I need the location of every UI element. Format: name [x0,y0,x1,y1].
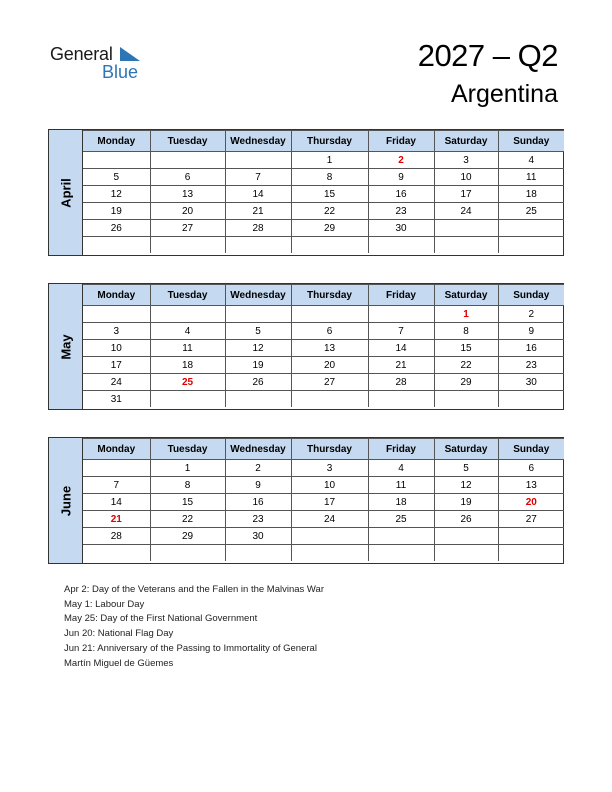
week-row [83,528,564,545]
country-name: Argentina [450,80,558,108]
day-cell: 25 [368,511,434,528]
day-cell [434,528,498,545]
day-cell: 26 [83,220,150,237]
day-cell: 5 [83,169,150,186]
week-row [83,391,564,408]
day-cell [368,391,434,408]
logo-word-blue: Blue [102,62,139,82]
day-cell: 24 [291,511,368,528]
day-cell: 5 [225,323,291,340]
day-cell: 21 [368,357,434,374]
day-cell [368,306,434,323]
day-cell: 20 [291,357,368,374]
month-grid [83,438,564,561]
weekday-header: Sunday [498,131,564,152]
week-row [83,494,564,511]
weekday-header-row [83,131,564,152]
day-cell [368,545,434,562]
day-cell: 16 [225,494,291,511]
weekday-header: Saturday [434,439,498,460]
week-row [83,545,564,562]
month-name: May [58,333,73,360]
day-cell: 15 [150,494,225,511]
day-cell [498,528,564,545]
day-cell [434,391,498,408]
day-cell [83,460,150,477]
day-cell [434,545,498,562]
holiday-note: May 25: Day of the First National Government [64,613,258,625]
weekday-header: Friday [368,285,434,306]
weekday-header: Sunday [498,285,564,306]
day-cell: 13 [150,186,225,203]
day-cell [83,237,150,254]
holiday-notes [64,583,324,671]
day-cell [498,237,564,254]
week-row [83,186,564,203]
day-cell [150,306,225,323]
weekday-header: Tuesday [150,439,225,460]
day-cell: 8 [291,169,368,186]
day-cell [291,237,368,254]
week-row [83,511,564,528]
day-cell: 28 [225,220,291,237]
day-cell [83,545,150,562]
month-label-panel [49,284,83,409]
day-cell: 19 [434,494,498,511]
month-name: April [58,177,73,208]
day-cell: 12 [225,340,291,357]
day-cell: 4 [150,323,225,340]
day-cell: 27 [150,220,225,237]
day-cell: 18 [498,186,564,203]
day-cell: 4 [368,460,434,477]
logo-triangle-icon [120,47,140,63]
day-cell: 8 [434,323,498,340]
weekday-header: Wednesday [225,285,291,306]
day-cell: 25 [150,374,225,391]
week-row [83,169,564,186]
day-cell [83,306,150,323]
day-cell [498,391,564,408]
day-cell: 13 [498,477,564,494]
day-cell: 30 [225,528,291,545]
weekday-header: Wednesday [225,131,291,152]
day-cell: 12 [434,477,498,494]
day-cell: 29 [291,220,368,237]
day-cell: 22 [150,511,225,528]
month-calendar-may [48,283,564,410]
day-cell: 14 [83,494,150,511]
week-row [83,374,564,391]
day-cell: 21 [83,511,150,528]
week-row [83,152,564,169]
weekday-header: Monday [83,285,150,306]
day-cell: 11 [150,340,225,357]
day-cell: 10 [83,340,150,357]
holiday-note: Jun 20: National Flag Day [64,628,174,640]
day-cell: 27 [498,511,564,528]
day-cell: 8 [150,477,225,494]
week-row [83,477,564,494]
weekday-header-row [83,285,564,306]
week-row [83,203,564,220]
day-cell: 2 [368,152,434,169]
month-calendar-april [48,129,564,256]
day-cell: 20 [150,203,225,220]
day-cell: 16 [368,186,434,203]
day-cell: 21 [225,203,291,220]
day-cell: 20 [498,494,564,511]
generalblue-logo [50,44,150,84]
weekday-header: Saturday [434,131,498,152]
week-row [83,323,564,340]
day-cell: 6 [498,460,564,477]
day-cell: 4 [498,152,564,169]
day-cell: 9 [225,477,291,494]
day-cell: 24 [434,203,498,220]
day-cell: 28 [83,528,150,545]
page-title: 2027 – Q2 [417,38,558,73]
day-cell [150,237,225,254]
day-cell: 3 [291,460,368,477]
day-cell [150,391,225,408]
month-label-panel [49,438,83,563]
day-cell: 17 [434,186,498,203]
day-cell: 3 [83,323,150,340]
day-cell [498,220,564,237]
weekday-header: Wednesday [225,439,291,460]
day-cell: 2 [498,306,564,323]
day-cell [225,152,291,169]
day-cell: 1 [291,152,368,169]
day-cell: 6 [150,169,225,186]
day-cell: 26 [434,511,498,528]
day-cell: 19 [225,357,291,374]
day-cell: 7 [368,323,434,340]
day-cell [291,545,368,562]
day-cell [368,237,434,254]
day-cell: 9 [368,169,434,186]
day-cell: 23 [225,511,291,528]
day-cell: 27 [291,374,368,391]
day-cell: 17 [83,357,150,374]
day-cell [434,220,498,237]
day-cell: 26 [225,374,291,391]
day-cell: 7 [225,169,291,186]
day-cell: 19 [83,203,150,220]
week-row [83,306,564,323]
holiday-note: Jun 21: Anniversary of the Passing to Immortality of General [64,642,317,654]
day-cell [150,545,225,562]
day-cell [291,528,368,545]
day-cell [291,306,368,323]
day-cell: 16 [498,340,564,357]
day-cell: 29 [150,528,225,545]
day-cell: 25 [498,203,564,220]
day-cell: 15 [291,186,368,203]
weekday-header: Friday [368,131,434,152]
day-cell [368,528,434,545]
day-cell: 1 [434,306,498,323]
day-cell: 18 [368,494,434,511]
day-cell: 5 [434,460,498,477]
day-cell [498,545,564,562]
day-cell: 13 [291,340,368,357]
holiday-note: Apr 2: Day of the Veterans and the Fallen in the Malvinas War [64,584,324,595]
day-cell: 30 [498,374,564,391]
week-row [83,357,564,374]
logo-word-general: General [50,44,113,64]
month-label-panel [49,130,83,255]
weekday-header: Thursday [291,439,368,460]
weekday-header: Friday [368,439,434,460]
month-grid [83,130,564,253]
weekday-header-row [83,439,564,460]
day-cell: 7 [83,477,150,494]
day-cell [83,152,150,169]
day-cell [150,152,225,169]
day-cell [434,237,498,254]
day-cell: 14 [225,186,291,203]
month-grid [83,284,564,407]
day-cell: 12 [83,186,150,203]
day-cell: 15 [434,340,498,357]
day-cell: 31 [83,391,150,408]
day-cell [225,391,291,408]
week-row [83,340,564,357]
day-cell [225,237,291,254]
weekday-header: Tuesday [150,285,225,306]
month-name: June [58,485,73,516]
day-cell: 6 [291,323,368,340]
day-cell: 24 [83,374,150,391]
weekday-header: Tuesday [150,131,225,152]
day-cell: 11 [498,169,564,186]
day-cell: 17 [291,494,368,511]
week-row [83,237,564,254]
day-cell: 22 [291,203,368,220]
day-cell: 30 [368,220,434,237]
day-cell: 23 [498,357,564,374]
weekday-header: Sunday [498,439,564,460]
day-cell [291,391,368,408]
day-cell: 11 [368,477,434,494]
month-calendar-june [48,437,564,564]
weekday-header: Monday [83,131,150,152]
day-cell: 2 [225,460,291,477]
day-cell: 10 [291,477,368,494]
day-cell: 10 [434,169,498,186]
day-cell: 29 [434,374,498,391]
day-cell: 1 [150,460,225,477]
day-cell: 22 [434,357,498,374]
weekday-header: Thursday [291,131,368,152]
week-row [83,220,564,237]
day-cell: 28 [368,374,434,391]
day-cell: 14 [368,340,434,357]
day-cell: 18 [150,357,225,374]
day-cell [225,306,291,323]
weekday-header: Saturday [434,285,498,306]
day-cell: 9 [498,323,564,340]
day-cell: 23 [368,203,434,220]
holiday-note: Martín Miguel de Güemes [64,657,174,669]
week-row [83,460,564,477]
weekday-header: Thursday [291,285,368,306]
weekday-header: Monday [83,439,150,460]
holiday-note: May 1: Labour Day [64,598,145,610]
day-cell: 3 [434,152,498,169]
day-cell [225,545,291,562]
